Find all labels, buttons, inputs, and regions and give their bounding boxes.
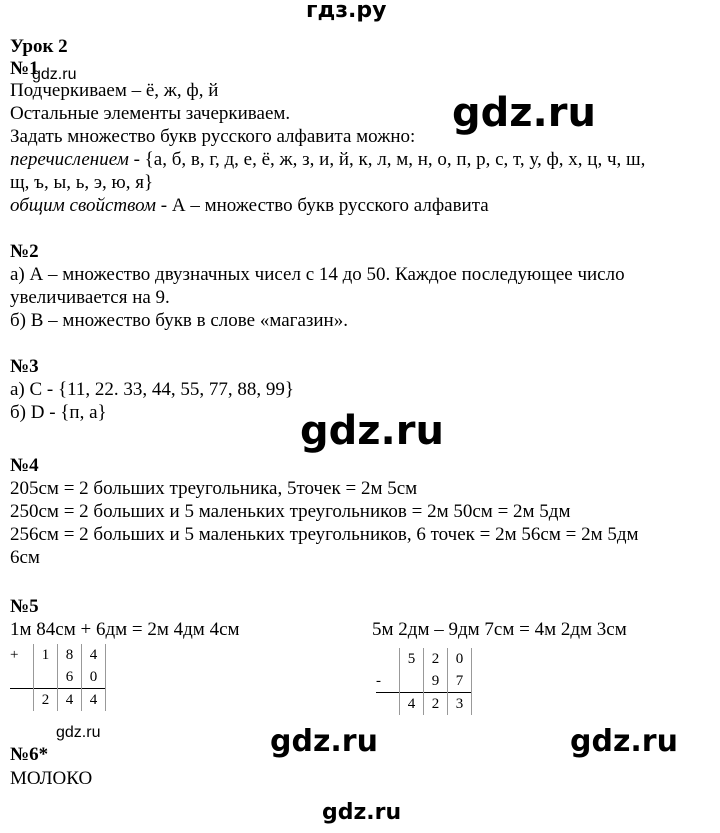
- digit: [400, 670, 424, 693]
- task4-line4: 6см: [10, 547, 40, 568]
- task2-a2: увеличивается на 9.: [10, 287, 170, 308]
- task1-line3: Задать множество букв русского алфавита можно:: [10, 126, 416, 147]
- digit: 4: [58, 689, 82, 712]
- watermark-mid: gdz.ru: [270, 724, 378, 759]
- task1-line1: Подчеркиваем – ё, ж, ф, й: [10, 80, 219, 101]
- task2-b: б) В – множество букв в слове «магазин».: [10, 310, 348, 331]
- digit: 8: [58, 644, 82, 666]
- digit: 4: [400, 693, 424, 716]
- task1-enum-line: [10, 149, 645, 171]
- task3-a: а) С - {11, 22. 33, 44, 55, 77, 88, 99}: [10, 379, 295, 400]
- subtraction-column: [376, 648, 472, 715]
- task1-enum-line2: щ, ъ, ы, ь, э, ю, я}: [10, 172, 154, 193]
- task1-prop-line: [10, 195, 489, 217]
- digit: 3: [448, 693, 472, 716]
- digit: [34, 666, 58, 689]
- task2-a1: а) А – множество двузначных чисел с 14 до 50. Каждое последующее число: [10, 264, 625, 285]
- digit: 2: [34, 689, 58, 712]
- addition-column: [10, 644, 106, 711]
- watermark-footer: gdz.ru: [322, 800, 402, 825]
- watermark-small: gdz.ru: [32, 66, 77, 83]
- lesson-title: Урок 2: [10, 36, 68, 57]
- task3-title: №3: [10, 356, 39, 377]
- task4-line3: 256см = 2 больших и 5 маленьких треугольников, 6 точек = 2м 56см = 2м 5дм: [10, 524, 639, 545]
- task5-title: №5: [10, 596, 39, 617]
- site-header: гдз.ру: [306, 0, 387, 23]
- plus-sign: +: [10, 646, 19, 663]
- watermark-mid: gdz.ru: [570, 724, 678, 759]
- watermark-big: gdz.ru: [300, 408, 444, 454]
- enum-text: - {а, б, в, г, д, е, ё, ж, з, и, й, к, л, м, н, о, п, р, с, т, у, ф, х, ц, ч, ш,: [128, 149, 646, 170]
- digit: 0: [448, 648, 472, 670]
- task3-b: б) D - {п, а}: [10, 402, 107, 423]
- op-blank: [10, 666, 34, 689]
- prop-label: общим свойством: [10, 195, 157, 216]
- digit: 7: [448, 670, 472, 693]
- task6-answer: МОЛОКО: [10, 768, 93, 789]
- task2-title: №2: [10, 241, 39, 262]
- digit: 5: [400, 648, 424, 670]
- digit: 2: [424, 693, 448, 716]
- digit: 6: [58, 666, 82, 689]
- enum-label: перечислением: [10, 149, 129, 170]
- digit: 2: [424, 648, 448, 670]
- watermark-small: gdz.ru: [56, 724, 101, 741]
- digit: 1: [34, 644, 58, 666]
- prop-text: - А – множество букв русского алфавита: [156, 195, 489, 216]
- task1-line2: Остальные элементы зачеркиваем.: [10, 103, 291, 124]
- digit: 4: [82, 644, 106, 666]
- digit: 0: [82, 666, 106, 689]
- digit: 4: [82, 689, 106, 712]
- task4-line1: 205см = 2 больших треугольника, 5точек = 2м 5см: [10, 478, 418, 499]
- task4-line2: 250см = 2 больших и 5 маленьких треугольников = 2м 50см = 2м 5дм: [10, 501, 571, 522]
- task5-left-expr: 1м 84см + 6дм = 2м 4дм 4см: [10, 619, 240, 640]
- op-blank: [376, 693, 400, 716]
- task4-title: №4: [10, 455, 39, 476]
- op-blank: [376, 648, 400, 670]
- task5-right-expr: 5м 2дм – 9дм 7см = 4м 2дм 3см: [372, 619, 627, 640]
- op-blank: [10, 689, 34, 712]
- watermark-big: gdz.ru: [452, 90, 596, 136]
- task1-title: №1: [10, 58, 39, 79]
- digit: 9: [424, 670, 448, 693]
- minus-sign: -: [376, 672, 381, 689]
- task6-title: №6*: [10, 744, 49, 765]
